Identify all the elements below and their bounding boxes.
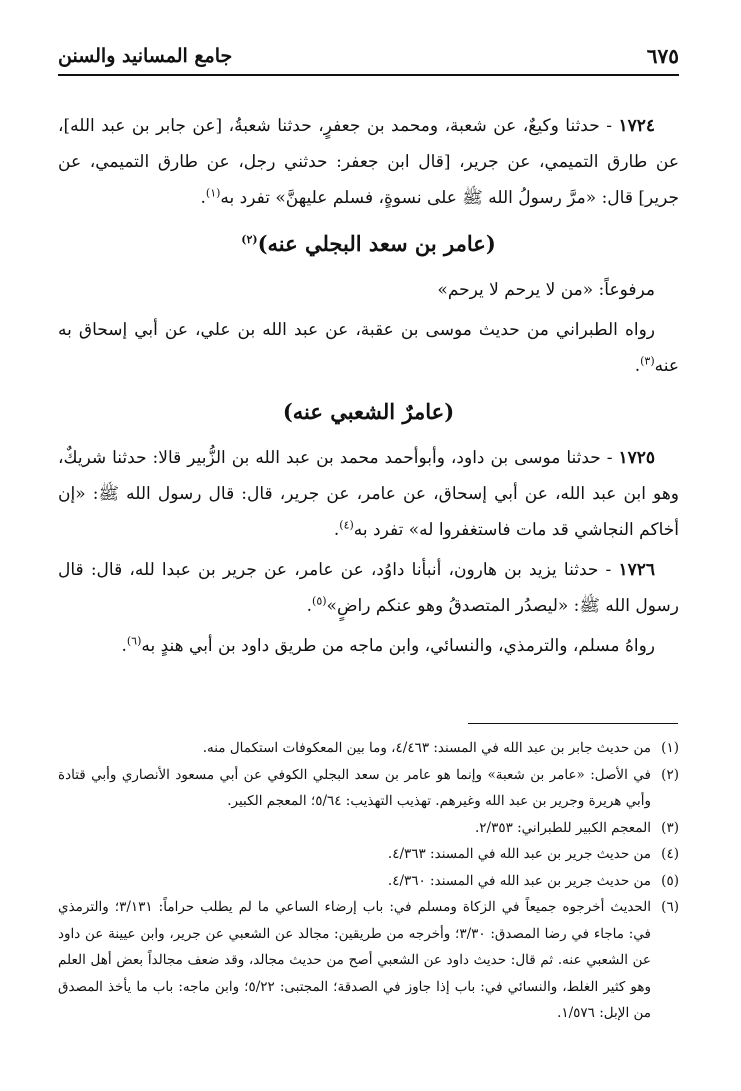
footnote-mark: (٦) bbox=[661, 899, 679, 915]
hadith-1724 bbox=[58, 108, 679, 216]
footnote-ref: (٥) bbox=[312, 594, 327, 608]
footnote-ref: (٢) bbox=[241, 233, 258, 246]
punctuation: . bbox=[200, 188, 206, 208]
footnote-ref: (٦) bbox=[126, 634, 142, 648]
section-heading-shabi bbox=[58, 394, 679, 430]
punctuation: . bbox=[333, 520, 340, 540]
footnote bbox=[58, 868, 679, 895]
marfu-line: مرفوعاً: «من لا يرحم لا يرحم» bbox=[437, 280, 655, 300]
footnote-mark: (٣) bbox=[661, 819, 679, 836]
paragraph-text: رواه الطبراني من حديث موسى بن عقبة، عن عبد الله بن علي، عن أبي إسحاق به عنه bbox=[58, 320, 679, 376]
heading-text: (عامرٌ الشعبي عنه) bbox=[282, 399, 455, 424]
footnote-text: الحديث أخرجوه جميعاً في الزكاة ومسلم في: باب إرضاء الساعي ما لم يطلب حراماً: ٣/١٣١؛ والترمذي في: ماجاء في رضا المصدق: ٣/٣٠؛ وأخرجه من طريقين: مجالد عن الشعبي عن جرير، وابن عيينة عن داود عن الشعبي عنه. ثم قال: حديث داود عن الشعبي أصح من حديث مجالد، وقد ضعف مجالداً بعض أهل العلم وهو كثير الغلط، والنسائي في: باب إذا جاوز في الصدقة؛ المجتبى: ٥/٢٢؛ وابن ماجه: باب ما يأخذ المصدق من الإبل: ١/٥٧٦. bbox=[58, 899, 652, 1021]
hadith-text: - حدثنا موسى بن داود، وأبوأحمد محمد بن عبد الله بن الزُّبير قالا: حدثنا شريكٌ، وهو ابن عبد الله، عن أبي إسحاق، عن عامر، عن جرير، قال: قال رسول الله ﷺ: «إن أخاكم النجاشي قد مات فاستغفروا له» تفرد به bbox=[58, 448, 679, 540]
footnote bbox=[58, 841, 679, 868]
footnote bbox=[58, 894, 679, 1027]
footnote-mark: (٤) bbox=[661, 846, 679, 862]
punctuation: . bbox=[634, 356, 641, 376]
hadith-text: - حدثنا يزيد بن هارون، أنبأنا داوُد، عن عامر، عن جرير بن عبدا لله، قال: قال رسول الله ﷺ: «ليصدُر المتصدقُ وهو عنكم راضٍ» bbox=[58, 560, 679, 616]
footnote bbox=[58, 762, 679, 815]
footnote-mark: (٢) bbox=[661, 766, 679, 783]
running-title: جامع المسانيد والسنن bbox=[58, 45, 233, 67]
footnote-ref: (٣) bbox=[640, 354, 655, 368]
footnote bbox=[58, 735, 679, 762]
hadith-1725 bbox=[58, 440, 679, 548]
page-header bbox=[58, 38, 679, 76]
footnote-text: في الأصل: «عامر بن شعبة» وإنما هو عامر بن سعد البجلي الكوفي عن أبي مسعود الأنصاري وأبي قتادة وأبي هريرة وجرير بن عبد الله وغيرهم. تهذيب التهذيب: ٥/٦٤؛ المعجم الكبير. bbox=[58, 766, 651, 809]
footnote bbox=[58, 815, 679, 842]
footnote-text: المعجم الكبير للطبراني: ٢/٣٥٣. bbox=[474, 819, 651, 836]
hadith-number: ١٧٢٥ bbox=[618, 448, 655, 468]
footnote-text: من حديث جابر بن عبد الله في المسند: ٤/٤٦٣، وما بين المعكوفات استكمال منه. bbox=[202, 740, 651, 756]
rawahu-muslim bbox=[58, 628, 679, 664]
footnote-separator bbox=[468, 723, 678, 724]
hadith-1726 bbox=[58, 552, 679, 624]
punctuation: . bbox=[121, 636, 127, 656]
hadith-number: ١٧٢٤ bbox=[618, 116, 655, 136]
footnote-mark: (٥) bbox=[661, 872, 679, 889]
page-number: ٦٧٥ bbox=[646, 44, 679, 68]
heading-text: (عامر بن سعد البجلي عنه) bbox=[257, 231, 496, 256]
footnotes bbox=[58, 735, 679, 1027]
footnote-mark: (١) bbox=[661, 740, 679, 756]
paragraph-text: رواهُ مسلم، والترمذي، والنسائي، وابن ماجه من طريق داود بن أبي هندٍ به bbox=[141, 636, 655, 656]
hadith-text: - حدثنا وكيعٌ، عن شعبة، ومحمد بن جعفرٍ، حدثنا شعبةُ، [عن جابر بن عبد الله]، عن طارق التميمي، عن جرير، [قال ابن جعفر: حدثني رجل، عن طارق التميمي، عن جرير] قال: «مرَّ رسولُ الله ﷺ على نسوةٍ، فسلم عليهنَّ» تفرد به bbox=[58, 116, 679, 208]
footnote-text: من حديث جرير بن عبد الله في المسند: ٤/٣٦٣. bbox=[387, 846, 651, 862]
rawahu-tabarani bbox=[58, 312, 679, 384]
punctuation: . bbox=[306, 596, 313, 616]
footnote-ref: (٤) bbox=[339, 518, 354, 532]
hadith-number: ١٧٢٦ bbox=[618, 560, 655, 580]
section-heading-amir-bajali bbox=[58, 226, 679, 262]
footnote-ref: (١) bbox=[205, 186, 221, 200]
main-text bbox=[58, 108, 679, 668]
footnote-text: من حديث جرير بن عبد الله في المسند: ٤/٣٦٠. bbox=[387, 872, 651, 889]
